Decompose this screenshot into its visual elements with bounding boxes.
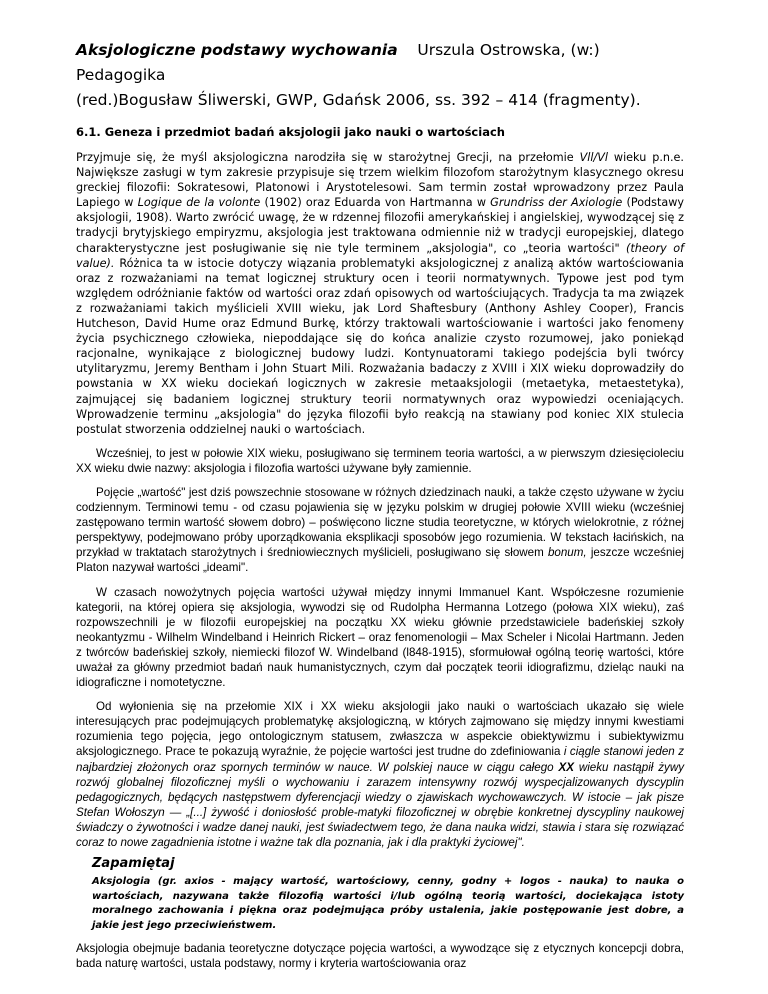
- p1-italic-2: Logique de la volonte: [137, 196, 261, 210]
- remember-definition: Aksjologia (gr. axios - mający wartość, wartościowy, cenny, godny + logos - nauka) to nauka o wartościach, nazywana także filozofią wartości i/lub ogólną teorią wartości, dociekająca istoty moralnego zachowania i piękna oraz podejmująca próby ustalenia, jakie postępowanie jest dobre, a jakie jest jego przeciwieństwem.: [92, 876, 684, 931]
- paragraph-3: [76, 485, 684, 576]
- p1-italic-3: Grundriss der Axiologie: [490, 196, 623, 210]
- paragraph-5: [76, 699, 684, 850]
- p3-italic-1: bonum,: [547, 546, 587, 560]
- paragraph-6: Aksjologia obejmuje badania teoretyczne dotyczące pojęcia wartości, a wywodzące się z etycznych koncepcji dobra, bada naturę wartości, ustala podstawy, normy i kryteria wartościowania oraz: [76, 942, 684, 971]
- citation-line-2: (red.)Bogusław Śliwerski, GWP, Gdańsk 2006, ss. 392 – 414 (fragmenty).: [76, 91, 641, 109]
- paragraph-4: W czasach nowożytnych pojęcia wartości używał między innymi Immanuel Kant. Współczesne rozumienie kategorii, na której opiera się aksjologia, wywodzi się od Rudolpha Hermanna Lotzego (połowa XIX wieku), zaś rozpowszechnili je w filozofii europejskiej na początku XX wieku głównie przedstawiciele badeńskiej szkoły neokantyzmu - Wilhelm Windelband i Heinrich Rickert – oraz fenomenologii – Max Scheler i Nicolai Hartmann. Jeden z twórców badeńskiej szkoły, niemiecki filozof W. Windelband (l848-1915), sformułował ogólną teorię wartości, które uważał za główny przedmiot badań nauk humanistycznych, czym dał początek teorii idiografizmu, dzieląc nauki na idiograficzne i nomotetyczne.: [76, 585, 684, 690]
- citation-line-1: Urszula Ostrowska, (w:) Pedagogika: [76, 41, 600, 84]
- p1-italic-4: (theory of value).: [76, 241, 684, 270]
- section-heading: 6.1. Geneza i przedmiot badań aksjologii jako nauki o wartościach: [76, 125, 505, 139]
- remember-heading: Zapamiętaj: [92, 856, 175, 872]
- document-header: [76, 38, 684, 113]
- document-title: Aksjologiczne podstawy wychowania: [76, 41, 398, 59]
- p1-text-5: Różnica ta w istocie dotyczy wiązania problematyki aksjologicznej z analizą aktów wartościowania oraz z rozważaniami na temat logicznej struktury ocen i teorii normatywnych. Typowe jest pod tym względem odróżnianie faktów od wartości oraz zdań opisowych od wartościujących. Tradycja ta ma związek z rozważaniami takich myślicieli XVIII wieku, jak Lord Shaftesbury (Anthony Ashley Cooper), Francis Hutcheson, David Hume oraz Edmund Burkę, którzy traktowali wartościowanie i wartości jako fenomeny życia psychicznego człowieka, niepoddające się do końca analizie czysto rozumowej, jako poniekąd racjonalne, wynikające z biologicznej budowy ludzi. Kontynuatorami takiego podejścia byli twórcy utylitaryzmu, Jeremy Bentham i John Stuart Mili. Rozważania badaczy z XVIII i XIX wieku doprowadziły do powstania w XX wieku dociekań logicznych w zakresie metaaksjologii (metaetyka, metaestetyka), zajmującej się badaniem logicznej struktury teorii normatywnych oraz wypowiedzi oceniających. Wprowadzenie terminu „aksjologia" do języka filozofii było reakcją na stawiany pod koniec XIX stulecia postulat stworzenia oddzielnej nauki o wartościach.: [76, 256, 684, 436]
- document-page: [76, 38, 684, 971]
- p5-italic-1: i ciągle stanowi jeden z najbardziej złożonych oraz spornych terminów w nauce. W polskiej nauce w ciągu całego: [76, 745, 684, 774]
- p1-text-3: (1902) oraz Eduarda von Hartmanna w: [260, 196, 491, 210]
- p5-italic-2: wieku nastąpił żywy rozwój globalnej filozoficznej myśli o wychowaniu i zarazem intensywny rozwój wyspecjalizowanych dyscyplin pedagogicznych, będących następstwem dyferencjacji wiedzy o zjawiskach wychowawczych. W istocie – jak pisze Stefan Wołoszyn — „[...] żywość i doniosłość proble-matyki filozoficznej w obrębie konkretnej dyscypliny naukowej świadczy o żywotności i wadze danej nauki, jest świadectwem tego, że dana nauka widzi, stawia i stara się rozwiązać coraz to nowe zagadnienia istotne i ważne tak dla poznania, jak i dla praktyki życiowej".: [76, 760, 684, 850]
- p1-text-2: wieku p.n.e. Największe zasługi w tym zakresie przypisuje się trzem wielkim filozofom starożytnym klasycznego okresu greckiej filozofii: Sokratesowi, Platonowi i Arystotelesowi. Sam termin został wprowadzony przez Paula Lapiego w: [76, 151, 684, 210]
- p3-text-1: Pojęcie „wartość" jest dziś powszechnie stosowane w różnych dziedzinach nauki, a także często używane w życiu codziennym. Terminowi temu - od czasu pojawienia się w języku polskim w drugiej połowie XVIII wieku (wcześniej zastępowano termin wartość słowem dobro) – poświęcono liczne studia teoretyczne, w których wielokrotnie, z różnej perspektywy, podejmowano próby uporządkowania eksplikacji sposobów jego rozumienia. W tekstach łacińskich, na przykład w traktatach starożytnych i średniowiecznych myślicieli, posługiwano się słowem: [76, 485, 684, 560]
- paragraph-2: Wcześniej, to jest w połowie XIX wieku, posługiwano się terminem teoria wartości, a w pierwszym dziesięcioleciu XX wieku dwie nazwy: aksjologia i filozofia wartości używane były zamiennie.: [76, 446, 684, 475]
- p5-text-1: Od wyłonienia się na przełomie XIX i XX wieku aksjologii jako nauki o wartościach ukazało się wiele interesujących prac podejmujących problematykę aksjologiczną, w których zajmowano się między innymi kwestiami rozumienia tego pojęcia, jego ontologicznym statusem, zwłaszcza w aspekcie obiektywizmu i subiektywizmu aksjologicznego. Prace te pokazują wyraźnie, że pojęcie wartości jest trudne do zdefiniowania: [76, 700, 684, 759]
- p5-bold-century: XX: [558, 760, 574, 774]
- paragraph-1: [76, 150, 684, 437]
- p1-text-1: Przyjmuje się, że myśl aksjologiczna narodziła się w starożytnej Grecji, na przełomie: [76, 151, 580, 164]
- p1-text-4: (Podstawy aksjologii, 1908). Warto zwrócić uwagę, że w rdzennej filozofii amerykańskiej i angielskiej, wywodzącej się z tradycji brytyjskiego empiryzmu, aksjologia jest traktowana odmiennie niż w tradycji europejskiej, dlatego charakterystyczne jest posługiwanie się nie tyle terminem „aksjologia", co „teoria wartości": [76, 196, 684, 255]
- p3-text-2: jeszcze wcześniej Platon nazywał wartości „ideami".: [76, 546, 684, 575]
- p1-italic-1: Vll/Vl: [579, 151, 608, 164]
